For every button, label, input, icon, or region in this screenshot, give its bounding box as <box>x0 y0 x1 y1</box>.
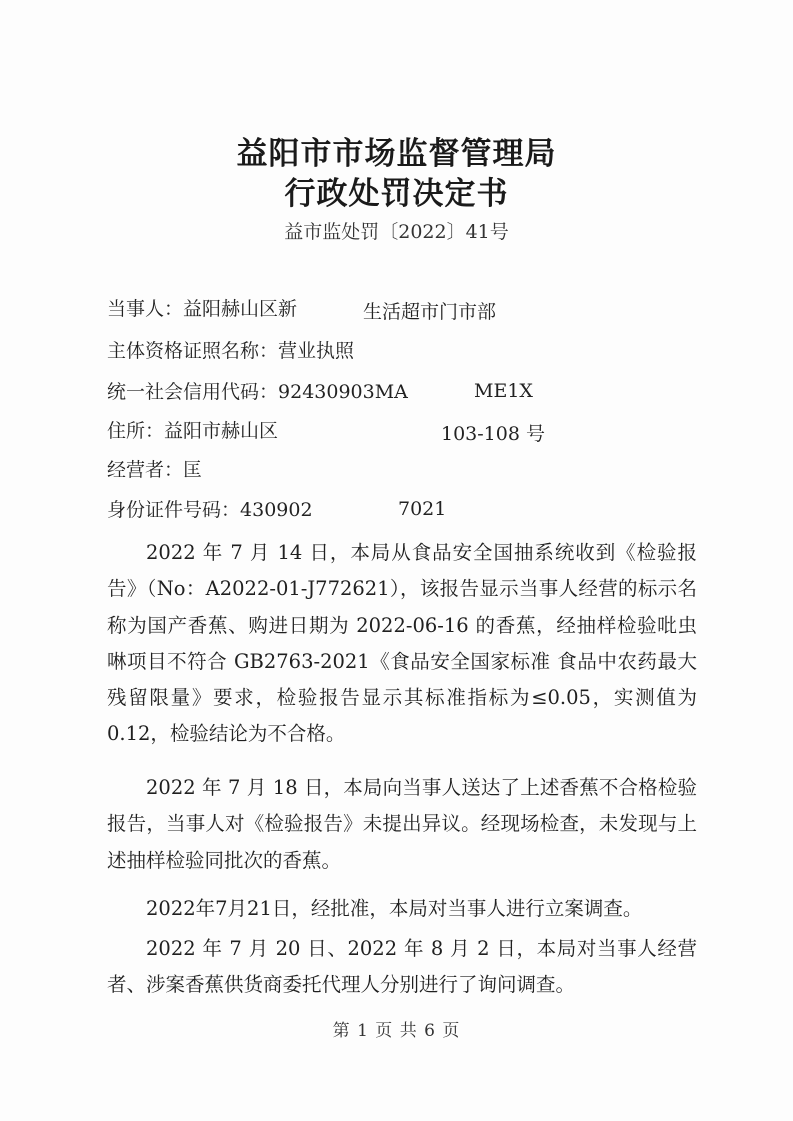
operator-label: 经营者： <box>107 459 184 481</box>
party-name-line <box>107 297 297 321</box>
address-line <box>107 419 278 443</box>
operator-value: 匡 <box>183 459 203 481</box>
id-number-label: 身份证件号码： <box>107 499 241 521</box>
body-paragraph: 2022年7月21日，经批准，本局对当事人进行立案调查。 <box>146 897 643 920</box>
party-name-tail: 生活超市门市部 <box>363 301 497 323</box>
body-paragraph: 2022 年 7 月 14 日，本局从食品安全国抽系统收到《检验报告》（No：A2022-01-J772621），该报告显示当事人经营的标示名称为国产香蕉、购进日期为 2022-06-16 的香蕉，经抽样检验吡虫啉项目不符合 GB2763-2021《食品安全国家标准 食品中农药最大残留限量》要求，检验报告显示其标准指标为≤0.05，实测值为 0.12，检验结论为不合格。 <box>107 541 697 746</box>
page-number: 第 1 页 共 6 页 <box>332 1021 461 1041</box>
operator-line <box>107 458 202 482</box>
cert-line <box>107 339 354 363</box>
document-title-type: 行政处罚决定书 <box>284 176 509 212</box>
id-number-value: 430902 <box>240 499 313 521</box>
id-number-tail: 7021 <box>398 498 447 520</box>
credit-code-value: 92430903MA <box>278 381 408 403</box>
address-label: 住所： <box>107 420 165 442</box>
document-title-agency: 益阳市市场监督管理局 <box>236 136 557 172</box>
id-number-line <box>107 498 313 522</box>
party-name-label: 当事人： <box>107 298 184 320</box>
body-paragraph: 2022 年 7 月 18 日，本局向当事人送达了上述香蕉不合格检验报告，当事人对《检验报告》未提出异议。经现场检查，未发现与上述抽样检验同批次的香蕉。 <box>107 776 697 872</box>
address-value: 益阳市赫山区 <box>164 420 279 442</box>
cert-value: 营业执照 <box>278 340 355 362</box>
party-name-value: 益阳赫山区新 <box>183 298 298 320</box>
credit-code-line <box>107 380 408 404</box>
cert-label: 主体资格证照名称： <box>107 340 279 362</box>
credit-code-label: 统一社会信用代码： <box>107 381 279 403</box>
address-tail: 103-108 号 <box>441 423 545 445</box>
credit-code-tail: ME1X <box>474 380 533 402</box>
body-paragraph: 2022 年 7 月 20 日、2022 年 8 月 2 日，本局对当事人经营者、涉案香蕉供货商委托代理人分别进行了询问调查。 <box>107 937 697 997</box>
document-number: 益市监处罚〔2022〕41号 <box>284 221 509 243</box>
